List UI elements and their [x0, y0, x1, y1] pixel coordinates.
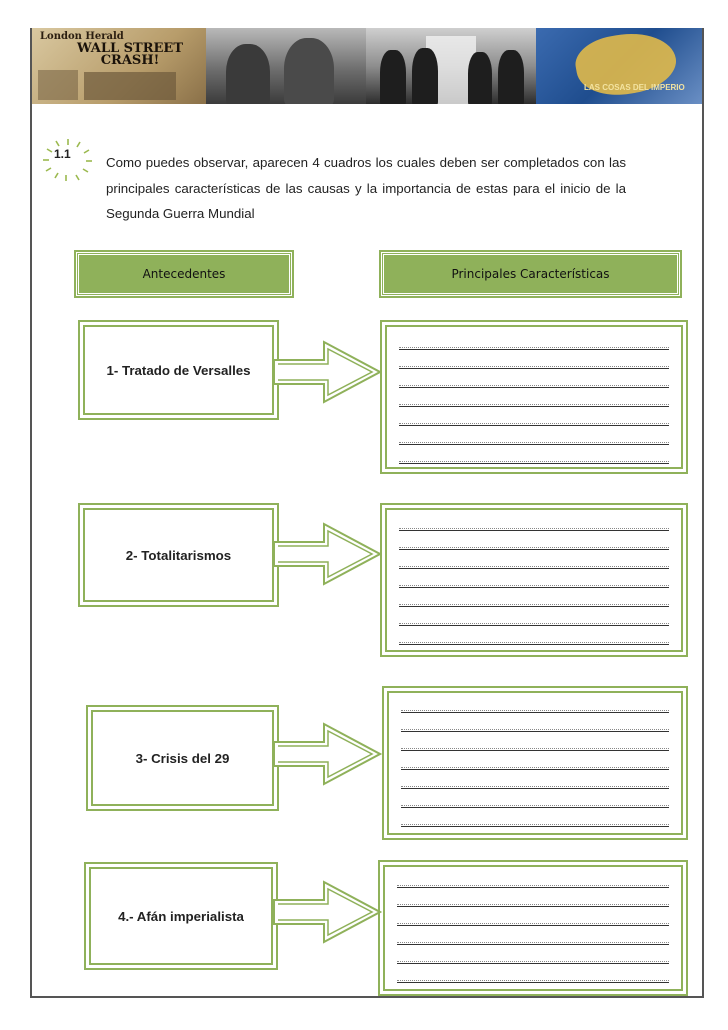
antecedent-inner [91, 710, 274, 806]
antecedent-box [78, 503, 279, 607]
answer-line[interactable] [399, 625, 669, 626]
antecedent-inner [83, 325, 274, 415]
antecedent-label: 2- Totalitarismos [125, 547, 232, 563]
answer-lines-area[interactable] [387, 691, 683, 835]
figure-silhouette [498, 50, 524, 104]
answer-line[interactable] [397, 944, 669, 945]
newspaper-headline: WALL STREET CRASH! [76, 41, 184, 68]
answer-line[interactable] [397, 963, 669, 964]
antecedent-label: 4.- Afán imperialista [118, 908, 244, 924]
answer-line[interactable] [399, 349, 669, 350]
answer-line[interactable] [397, 906, 669, 907]
answer-lines-area[interactable] [385, 325, 683, 469]
newspaper-photo [84, 72, 176, 100]
answer-line[interactable] [401, 769, 669, 770]
arrow-right-icon [272, 340, 384, 404]
column-header-characteristics: Principales Características [381, 252, 680, 296]
arrow-right-icon [272, 722, 384, 786]
answer-line[interactable] [401, 731, 669, 732]
newspaper-image [32, 28, 206, 104]
answer-line[interactable] [397, 887, 669, 888]
answer-line[interactable] [401, 807, 669, 808]
antecedent-box [78, 320, 279, 420]
figure-silhouette [226, 44, 270, 104]
column-header-antecedents: Antecedentes [76, 252, 292, 296]
answer-line[interactable] [399, 368, 669, 369]
antecedent-label: 1- Tratado de Versalles [106, 362, 251, 378]
answer-line[interactable] [399, 549, 669, 550]
map-poster [536, 28, 702, 104]
arrow-right-icon [272, 522, 384, 586]
arrow-right-icon [272, 880, 384, 944]
antecedent-inner [89, 867, 273, 965]
answer-box[interactable] [380, 503, 688, 657]
figure-silhouette [284, 38, 334, 104]
figure-silhouette [412, 48, 438, 104]
leaders-photo [206, 28, 366, 104]
answer-box[interactable] [378, 860, 688, 996]
figure-silhouette [468, 52, 492, 104]
antecedent-inner [83, 508, 274, 602]
map-caption: LAS COSAS DEL IMPERIO [584, 83, 685, 92]
answer-line[interactable] [397, 982, 669, 983]
antecedent-box [84, 862, 278, 970]
answer-line[interactable] [399, 444, 669, 445]
conference-photo [366, 28, 536, 104]
activity-badge [40, 135, 96, 183]
answer-line[interactable] [397, 925, 669, 926]
answer-line[interactable] [399, 606, 669, 607]
antecedent-box [86, 705, 279, 811]
newspaper-column [38, 70, 78, 100]
figure-silhouette [380, 50, 406, 104]
answer-line[interactable] [401, 788, 669, 789]
answer-line[interactable] [399, 587, 669, 588]
answer-line[interactable] [399, 406, 669, 407]
answer-line[interactable] [399, 387, 669, 388]
activity-number: 1.1 [54, 147, 71, 161]
answer-box[interactable] [382, 686, 688, 840]
answer-box[interactable] [380, 320, 688, 474]
answer-line[interactable] [401, 826, 669, 827]
answer-line[interactable] [399, 530, 669, 531]
answer-line[interactable] [399, 568, 669, 569]
answer-line[interactable] [401, 750, 669, 751]
header-banner [32, 28, 702, 104]
instructions-text: Como puedes observar, aparecen 4 cuadros los cuales deben ser completados con las principales características de las causas y la importancia de estas para el inicio de la Segunda Guerra Mundial [106, 155, 626, 221]
newspaper-masthead: London Herald [40, 31, 124, 42]
answer-lines-area[interactable] [385, 508, 683, 652]
answer-line[interactable] [399, 425, 669, 426]
antecedent-label: 3- Crisis del 29 [135, 750, 230, 766]
answer-line[interactable] [399, 463, 669, 464]
answer-line[interactable] [401, 712, 669, 713]
answer-line[interactable] [399, 644, 669, 645]
answer-lines-area[interactable] [383, 865, 683, 991]
